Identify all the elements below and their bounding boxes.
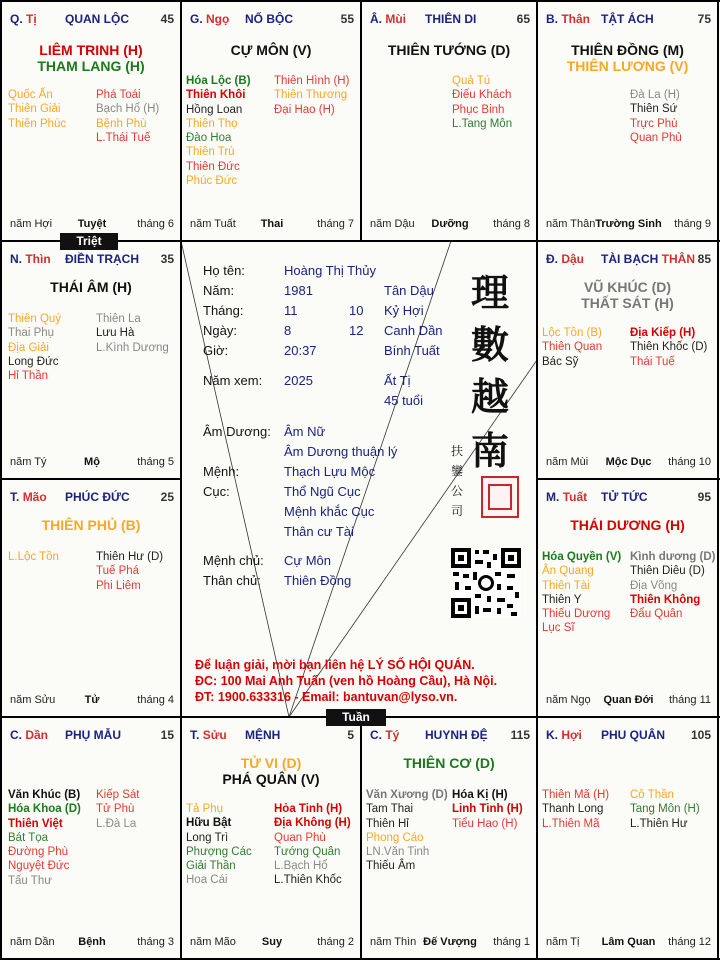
hour-value: 20:37 (284, 343, 317, 358)
minor-stars-left (542, 550, 621, 636)
palace-footer (370, 218, 530, 232)
minor-stars-left (8, 88, 66, 131)
minor-star[interactable]: Phi Liêm (96, 579, 141, 592)
minor-star[interactable]: L.Thiên Mã (542, 817, 600, 830)
minor-star[interactable]: Thiếu Âm (366, 860, 416, 873)
minor-star[interactable]: Hữu Bật (186, 817, 232, 830)
minor-star[interactable]: Địa Không (H) (274, 817, 351, 830)
palace-month: tháng 4 (137, 694, 174, 706)
palace-year: năm Sửu (10, 694, 56, 706)
minor-stars-right (96, 788, 139, 831)
palace-footer (546, 218, 711, 232)
minor-star[interactable]: Lục Sĩ (542, 622, 575, 635)
palace-header (546, 490, 711, 506)
minor-star[interactable]: Phúc Đức (186, 175, 238, 188)
month-lunar-num: 10 (349, 303, 364, 318)
minor-star[interactable]: Thiên Giải (8, 103, 61, 116)
minor-star[interactable]: Địa Giải (8, 341, 49, 354)
minor-star[interactable]: Thiên Quan (542, 341, 603, 354)
minor-star[interactable]: Thiên Khôi (186, 89, 246, 102)
palace-month: tháng 12 (668, 936, 711, 948)
minor-star[interactable]: Hóa Lộc (B) (186, 75, 251, 87)
palace-age: 45 (160, 12, 174, 26)
cuc-value: Thổ Ngũ Cục (284, 484, 361, 499)
heavenly-stem: T. Sửu (190, 728, 227, 742)
minor-stars-left (186, 802, 252, 888)
palace-month: tháng 3 (137, 936, 174, 948)
minor-star[interactable]: Đường Phù (8, 846, 68, 859)
cuc-label: Cục: (203, 484, 230, 499)
day-label: Ngày: (203, 323, 237, 338)
palace-age: 75 (697, 12, 711, 26)
palace-month: tháng 5 (137, 456, 174, 468)
brand-char-4: 南 (471, 428, 510, 473)
day-lunar: Canh Dần (384, 323, 443, 338)
minor-star[interactable]: Hóa Kị (H) (452, 789, 508, 801)
palace-footer (10, 936, 174, 950)
minor-star[interactable]: Địa Kiếp (H) (630, 327, 696, 339)
minor-star[interactable]: Thiên Hư (D) (96, 551, 164, 563)
minor-star[interactable]: Địa Võng (630, 579, 678, 592)
minor-star[interactable]: Thiên Trù (186, 146, 235, 159)
minor-star[interactable]: Nguyệt Đức (8, 860, 70, 873)
life-stage: Tử (84, 694, 100, 706)
palace-footer (546, 694, 711, 708)
palace-age: 25 (160, 490, 174, 504)
brand-char-2: 數 (471, 322, 510, 367)
palace-month: tháng 7 (317, 218, 354, 230)
minor-star[interactable]: Văn Xương (D) (366, 789, 448, 801)
minor-star[interactable]: Quốc Ấn (8, 89, 53, 101)
heavenly-stem: K. Hợi (546, 728, 582, 742)
minor-stars-right (452, 74, 512, 131)
life-stage: Tuyệt (77, 218, 107, 230)
year-lunar: Tân Dậu (384, 283, 434, 298)
minor-star[interactable]: L.Thiên Khốc (274, 874, 342, 887)
palace-year: năm Tị (546, 936, 580, 948)
contact-phone-email[interactable]: ĐT: 1900.633316 - Email: bantuvan@lyso.vn. (195, 690, 458, 704)
minor-stars-right (630, 88, 682, 145)
minor-star[interactable]: Thanh Long (542, 803, 604, 816)
life-stage: Bệnh (78, 936, 106, 948)
than-cu: Thân cư Tài (284, 524, 354, 539)
palace-footer (10, 456, 174, 470)
major-star[interactable]: PHÁ QUÂN (V) (222, 771, 320, 787)
palace-month: tháng 11 (668, 694, 711, 706)
cuc-relation: Mệnh khắc Cục (284, 504, 375, 519)
palace-name: QUAN LỘC (65, 12, 129, 26)
minor-star[interactable]: Đào Hoa (186, 132, 232, 145)
palace-month: tháng 2 (317, 936, 354, 948)
minor-stars-right (452, 788, 523, 831)
palace-tai-bach[interactable] (538, 242, 717, 478)
palace-footer (370, 936, 530, 950)
contact-address: ĐC: 100 Mai Anh Tuấn (ven hồ Hoàng Cầu), Hà Nội. (195, 674, 498, 688)
minor-star[interactable]: Thiên La (96, 313, 141, 325)
minor-star[interactable]: Thiên Khốc (D) (630, 341, 708, 354)
minor-stars-left (186, 74, 251, 188)
palace-year: năm Mão (190, 936, 236, 948)
minor-star[interactable]: L.Kình Dương (96, 341, 169, 354)
view-lunar: Ất Tị (384, 373, 411, 388)
palace-header (10, 12, 174, 28)
heavenly-stem: Q. Tị (10, 12, 37, 26)
minor-stars-right (630, 326, 707, 369)
palace-footer (10, 218, 174, 232)
minor-star[interactable]: Thiên Thọ (186, 117, 238, 130)
tuan-tag: Tuần (326, 709, 386, 726)
major-star[interactable]: THIÊN TƯỚNG (D) (387, 42, 511, 58)
palace-month: tháng 8 (493, 218, 530, 230)
major-star[interactable]: THIÊN ĐỒNG (M) (571, 42, 684, 58)
minor-star[interactable]: Thiên Hình (H) (274, 75, 350, 87)
palace-age: 115 (510, 728, 530, 742)
heavenly-stem: C. Dần (10, 728, 49, 742)
minor-star[interactable]: Thiên Sứ (630, 103, 678, 116)
palace-name: PHÚC ĐỨC (65, 490, 130, 504)
minor-stars-left (366, 788, 448, 874)
view-year: 2025 (284, 373, 313, 388)
minor-star[interactable]: Đại Hao (H) (274, 103, 335, 116)
life-stage: Mộ (84, 456, 100, 468)
major-star[interactable]: THẤT SÁT (H) (581, 295, 674, 311)
palace-name: THIÊN DI (425, 12, 477, 26)
palace-name: NỐ BỘC (245, 12, 293, 26)
major-star[interactable]: VŨ KHÚC (D) (583, 279, 672, 295)
age-value: 45 tuổi (384, 393, 424, 408)
minor-star[interactable]: Phượng Các (186, 845, 252, 858)
palace-header (10, 728, 174, 744)
contact-line-1: Để luận giải, mời bạn liên hệ LÝ SỐ HỘI QUÁN. (195, 658, 475, 672)
triet-tag: Triệt (60, 233, 118, 250)
palace-thien-di[interactable] (362, 2, 536, 240)
palace-name: PHU QUÂN (601, 728, 666, 742)
heavenly-stem: C. Tý (370, 728, 400, 742)
minor-stars-right (274, 802, 351, 888)
minor-star[interactable]: Điếu Khách (452, 89, 512, 102)
major-star[interactable]: CỰ MÔN (V) (230, 42, 312, 58)
major-star[interactable]: THÁI DƯƠNG (H) (570, 517, 685, 533)
palace-phu-mau[interactable] (2, 718, 180, 958)
palace-year: năm Dần (10, 936, 55, 948)
palace-year: năm Tuất (190, 218, 236, 230)
year-label: Năm: (203, 283, 235, 298)
minor-star[interactable]: Thiên Diêu (D) (630, 565, 705, 578)
palace-year: năm Tý (10, 456, 47, 468)
minor-star[interactable]: Tuế Phá (96, 565, 140, 578)
minor-star[interactable]: Hỏa Tinh (H) (274, 803, 343, 815)
minor-star[interactable]: Thiếu Dương (542, 608, 611, 621)
life-stage: Lâm Quan (601, 936, 656, 948)
minor-star[interactable]: Thiên Không (630, 593, 701, 606)
name-label: Họ tên: (203, 263, 245, 278)
palace-header (10, 252, 174, 268)
palace-age: 35 (160, 252, 174, 266)
minor-star[interactable]: Thiên Phúc (8, 117, 67, 130)
minor-star[interactable]: Tả Phụ (186, 803, 224, 815)
minor-star[interactable]: Thiên Tài (542, 579, 590, 592)
minor-stars-left (8, 788, 81, 888)
minor-star[interactable]: Kiếp Sát (96, 789, 140, 801)
palace-header (190, 728, 354, 744)
major-star[interactable]: THIÊN LƯƠNG (V) (566, 58, 689, 74)
minor-star[interactable]: L.Thái Tuế (96, 131, 151, 144)
palace-age: 95 (697, 490, 711, 504)
minor-star[interactable]: Hoa Cái (186, 874, 228, 887)
palace-phuc-duc[interactable] (2, 480, 180, 716)
palace-name: TẬT ÁCH (601, 12, 654, 26)
minor-star[interactable]: Linh Tinh (H) (452, 803, 523, 816)
minor-star[interactable]: L.Đà La (96, 817, 137, 830)
minor-star[interactable]: Long Đức (8, 355, 59, 368)
palace-name: HUYNH ĐỆ (425, 728, 488, 742)
minor-stars-right (96, 550, 163, 593)
minor-star[interactable]: Bạch Hổ (H) (96, 103, 160, 116)
amduong-note: Âm Dương thuận lý (284, 444, 398, 459)
palace-age: 65 (516, 12, 530, 26)
menh-chu-label: Mệnh chủ: (203, 553, 264, 568)
palace-header (546, 12, 711, 28)
minor-star[interactable]: LN.Văn Tinh (366, 846, 430, 859)
palace-no-boc[interactable] (182, 2, 360, 240)
minor-star[interactable]: Tang Môn (H) (630, 803, 700, 816)
minor-star[interactable]: Đà La (H) (630, 89, 680, 101)
minor-star[interactable]: Thai Phụ (8, 327, 55, 340)
month-lunar: Kỷ Hợi (384, 303, 424, 318)
palace-footer (190, 218, 354, 232)
palace-huynh-de[interactable] (362, 718, 536, 958)
major-star[interactable]: LIÊM TRINH (H) (39, 42, 143, 58)
major-star[interactable]: THÁI ÂM (H) (50, 279, 132, 295)
life-stage: Trường Sinh (595, 218, 662, 230)
major-star[interactable]: THIÊN CƠ (D) (403, 755, 495, 771)
palace-name: TỬ TỨC (601, 490, 648, 504)
minor-star[interactable]: L.Thiên Hư (630, 817, 688, 830)
minor-star[interactable]: Quả Tú (452, 75, 491, 87)
palace-footer (546, 456, 711, 470)
palace-year: năm Mùi (546, 456, 589, 468)
center-info-panel (181, 241, 537, 717)
palace-footer (10, 694, 174, 708)
minor-stars-left (542, 788, 609, 831)
minor-star[interactable]: Thiên Đức (186, 160, 240, 173)
minor-star[interactable]: L.Bạch Hổ (274, 860, 328, 873)
seal-stamp (481, 476, 519, 518)
than-chu-label: Thân chủ: (203, 573, 261, 588)
minor-star[interactable]: Bát Tọa (8, 831, 49, 844)
minor-star[interactable]: Thiên Mã (H) (542, 789, 610, 801)
hour-lunar: Bính Tuất (384, 343, 440, 358)
minor-star[interactable]: Quan Phù (274, 831, 326, 844)
minor-star[interactable]: Thiên Hỉ (366, 817, 409, 830)
hour-label: Giờ: (203, 343, 229, 358)
heavenly-stem: G. Ngọ (190, 12, 230, 26)
palace-age: 105 (690, 728, 711, 742)
minor-star[interactable]: Giải Thần (186, 860, 236, 873)
palace-quan-loc[interactable] (2, 2, 180, 240)
life-stage: Dưỡng (431, 218, 469, 230)
palace-year: năm Thìn (370, 936, 417, 948)
minor-star[interactable]: Hóa Khoa (D) (8, 803, 81, 816)
palace-header (370, 728, 530, 744)
palace-month: tháng 9 (674, 218, 711, 230)
palace-footer (190, 936, 354, 950)
minor-star[interactable]: Hồng Loan (186, 103, 243, 116)
palace-header (190, 12, 354, 28)
minor-star[interactable]: Cô Thần (630, 789, 674, 801)
palace-age: 5 (347, 728, 354, 742)
menh-label: Mệnh: (203, 464, 240, 479)
palace-name: ĐIỀN TRẠCH (65, 252, 139, 266)
palace-age: 15 (160, 728, 174, 742)
menh-value: Thạch Lựu Mộc (284, 464, 376, 479)
minor-star[interactable]: Lưu Hà (96, 327, 135, 340)
minor-star[interactable]: Thiên Quý (8, 313, 62, 325)
minor-star[interactable]: Thiên Thương (274, 89, 348, 102)
minor-stars-right (96, 312, 169, 355)
palace-tat-ach[interactable] (538, 2, 717, 240)
minor-star[interactable]: Ân Quang (542, 565, 594, 578)
minor-stars-left (8, 550, 59, 564)
minor-star[interactable]: Bác Sỹ (542, 355, 579, 368)
life-stage: Mộc Dục (605, 456, 652, 468)
life-stage: Đế Vượng (423, 936, 477, 948)
month-label: Tháng: (203, 303, 244, 318)
palace-year: năm Ngọ (546, 694, 591, 706)
major-star[interactable]: THIÊN PHỦ (B) (41, 517, 141, 533)
day-solar: 8 (284, 323, 292, 338)
month-solar: 11 (284, 303, 298, 318)
minor-star[interactable]: L.Tang Môn (452, 117, 513, 130)
minor-star[interactable]: Văn Khúc (B) (8, 789, 81, 801)
minor-stars-right (274, 74, 349, 117)
heavenly-stem: Đ. Dậu (546, 252, 585, 266)
day-lunar-num: 12 (349, 323, 364, 338)
minor-star[interactable]: Thiên Y (542, 593, 582, 606)
palace-age: 85 (697, 252, 711, 266)
palace-name: TÀI BẠCH (601, 252, 659, 266)
palace-month: tháng 1 (493, 936, 530, 948)
palace-header (10, 490, 174, 506)
palace-year: năm Dậu (370, 218, 415, 230)
minor-star[interactable]: Long Trì (186, 831, 229, 844)
palace-header (546, 252, 711, 268)
minor-star[interactable]: Phá Toái (96, 89, 141, 101)
view-year-label: Năm xem: (203, 373, 263, 388)
minor-stars-left (542, 326, 602, 369)
minor-star[interactable]: Tiểu Hao (H) (452, 817, 518, 830)
name-value: Hoàng Thị Thủy (284, 263, 377, 278)
palace-header (370, 12, 530, 28)
brand-char-1: 理 (471, 270, 510, 315)
minor-star[interactable]: Phục Binh (452, 103, 505, 116)
minor-star[interactable]: L.Lộc Tồn (8, 551, 59, 563)
palace-phu-quan[interactable] (538, 718, 717, 958)
minor-star[interactable]: Hỉ Thần (8, 370, 49, 383)
palace-dien-trach[interactable] (2, 242, 180, 478)
palace-year: năm Thân (546, 218, 596, 230)
heavenly-stem: Â. Mùi (370, 12, 407, 26)
brand-small-text: 扶 鑾 公 司 (451, 444, 464, 518)
palace-month: tháng 6 (137, 218, 174, 230)
year-solar: 1981 (284, 283, 313, 298)
minor-star[interactable]: Lộc Tồn (B) (542, 327, 602, 339)
than-marker: THÂN (661, 252, 695, 266)
minor-stars-right (96, 88, 159, 145)
palace-month: tháng 10 (668, 456, 711, 468)
heavenly-stem: B. Thân (546, 12, 591, 26)
minor-star[interactable]: Tướng Quân (274, 845, 341, 858)
minor-star[interactable]: Trực Phù (630, 117, 678, 130)
heavenly-stem: M. Tuất (546, 490, 588, 504)
amduong-label: Âm Dương: (203, 424, 271, 439)
minor-star[interactable]: Hóa Quyền (V) (542, 551, 622, 563)
minor-stars-left (8, 312, 61, 383)
life-stage: Suy (261, 936, 283, 948)
minor-star[interactable]: Thiên Việt (8, 817, 63, 830)
minor-star[interactable]: Kình dương (D) (630, 551, 716, 563)
palace-header (546, 728, 711, 744)
palace-name: PHỤ MẪU (65, 728, 121, 742)
palace-age: 55 (340, 12, 354, 26)
heavenly-stem: N. Thìn (10, 252, 51, 266)
minor-star[interactable]: Bệnh Phù (96, 117, 147, 130)
palace-tu-tuc[interactable] (538, 480, 717, 716)
minor-star[interactable]: Tấu Thư (8, 874, 52, 887)
major-star[interactable]: THAM LANG (H) (37, 58, 145, 74)
minor-stars-right (630, 550, 715, 621)
minor-star[interactable]: Tam Thai (366, 803, 414, 816)
amduong-value: Âm Nữ (284, 424, 326, 439)
palace-name: MỆNH (245, 728, 281, 742)
minor-stars-right (630, 788, 700, 831)
palace-menh[interactable] (182, 718, 360, 958)
qr-code-icon[interactable] (451, 548, 521, 618)
brand-char-3: 越 (471, 374, 510, 419)
minor-star[interactable]: Phong Cáo (366, 831, 424, 844)
menh-chu-value: Cự Môn (284, 553, 331, 568)
life-stage: Thai (260, 218, 284, 230)
major-star[interactable]: TỬ VI (D) (240, 755, 302, 771)
minor-star[interactable]: Tử Phù (96, 803, 135, 816)
life-stage: Quan Đới (603, 694, 654, 706)
minor-star[interactable]: Đẩu Quân (630, 608, 683, 621)
palace-footer (546, 936, 711, 950)
minor-star[interactable]: Quan Phủ (630, 131, 682, 144)
palace-year: năm Hợi (10, 218, 53, 230)
heavenly-stem: T. Mão (10, 490, 47, 504)
than-chu-value: Thiên Đồng (284, 573, 352, 588)
minor-star[interactable]: Thái Tuế (630, 355, 675, 368)
